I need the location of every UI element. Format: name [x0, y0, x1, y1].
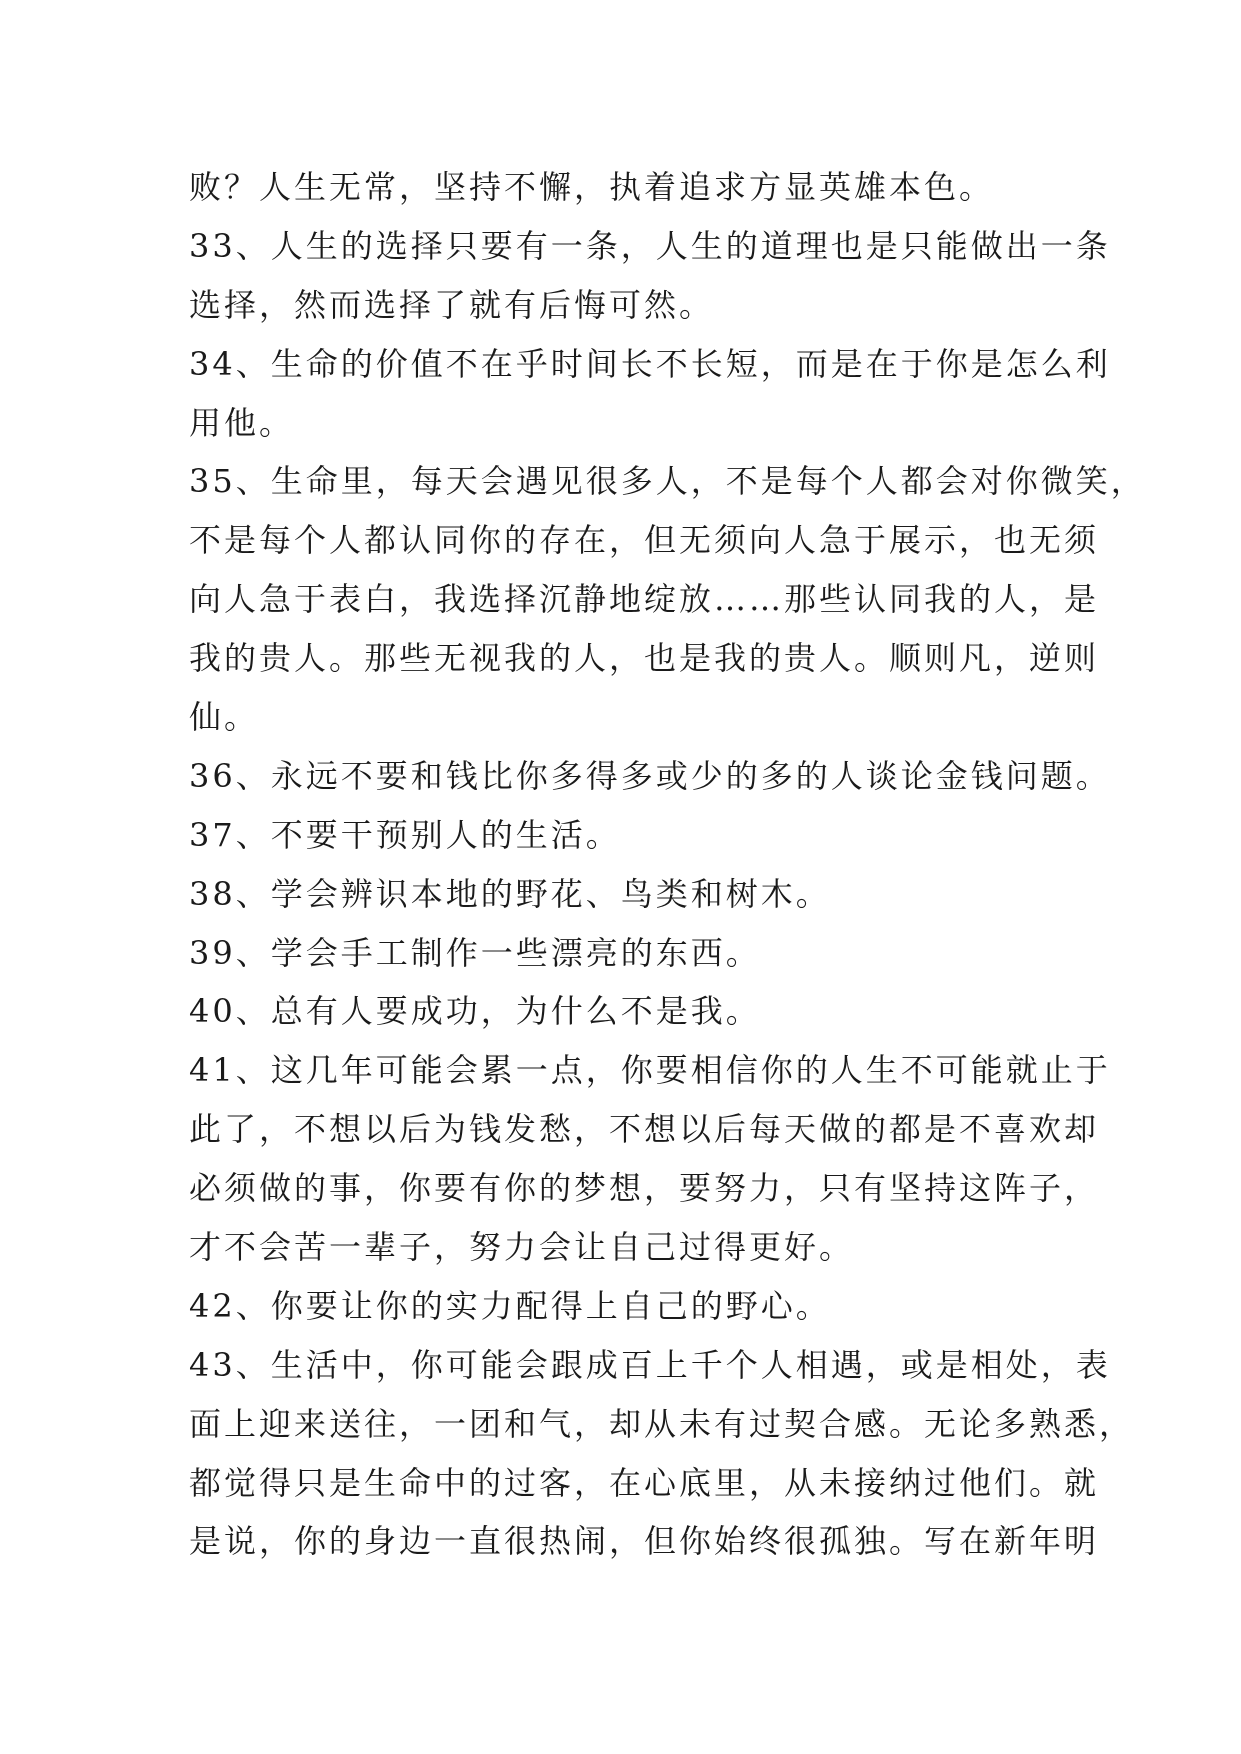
- text-line: 我的贵人。那些无视我的人，也是我的贵人。顺则凡，逆则: [189, 639, 1100, 678]
- text-line: 35、生命里，每天会遇见很多人，不是每个人都会对你微笑，: [189, 462, 1146, 501]
- text-line: 必须做的事，你要有你的梦想，要努力，只有坚持这阵子，: [189, 1169, 1100, 1208]
- text-line: 都觉得只是生命中的过客，在心底里，从未接纳过他们。就: [189, 1463, 1100, 1502]
- text-line: 用他。: [189, 403, 295, 442]
- text-line: 败？人生无常，坚持不懈，执着追求方显英雄本色。: [189, 168, 995, 206]
- text-line: 34、生命的价值不在乎时间长不长短，而是在于你是怎么利: [189, 344, 1111, 383]
- text-line: 选择，然而选择了就有后悔可然。: [189, 285, 715, 324]
- text-line: 不是每个人都认同你的存在，但无须向人急于展示，也无须: [189, 521, 1100, 560]
- text-line: 向人急于表白，我选择沉静地绽放……那些认同我的人，是: [189, 580, 1100, 619]
- text-line: 43、生活中，你可能会跟成百上千个人相遇，或是相处，表: [189, 1345, 1111, 1384]
- text-line: 38、学会辨识本地的野花、鸟类和树木。: [189, 874, 831, 913]
- text-line: 仙。: [189, 698, 260, 737]
- text-line: 39、学会手工制作一些漂亮的东西。: [189, 933, 761, 972]
- text-line: 是说，你的身边一直很热闹，但你始终很孤独。写在新年明: [189, 1522, 1100, 1561]
- text-line: 42、你要让你的实力配得上自己的野心。: [189, 1286, 831, 1325]
- text-line: 面上迎来送往，一团和气，却从未有过契合感。无论多熟悉，: [189, 1404, 1135, 1443]
- text-line: 41、这几年可能会累一点，你要相信你的人生不可能就止于: [189, 1051, 1111, 1090]
- text-line: 37、不要干预别人的生活。: [189, 815, 621, 854]
- text-line: 36、永远不要和钱比你多得多或少的多的人谈论金钱问题。: [189, 756, 1111, 795]
- document-body: [189, 158, 1146, 1571]
- text-line: 此了，不想以后为钱发愁，不想以后每天做的都是不喜欢却: [189, 1110, 1100, 1149]
- text-line: 才不会苦一辈子，努力会让自己过得更好。: [189, 1228, 855, 1267]
- text-line: 40、总有人要成功，为什么不是我。: [189, 992, 761, 1031]
- text-line: 33、人生的选择只要有一条，人生的道理也是只能做出一条: [189, 226, 1111, 265]
